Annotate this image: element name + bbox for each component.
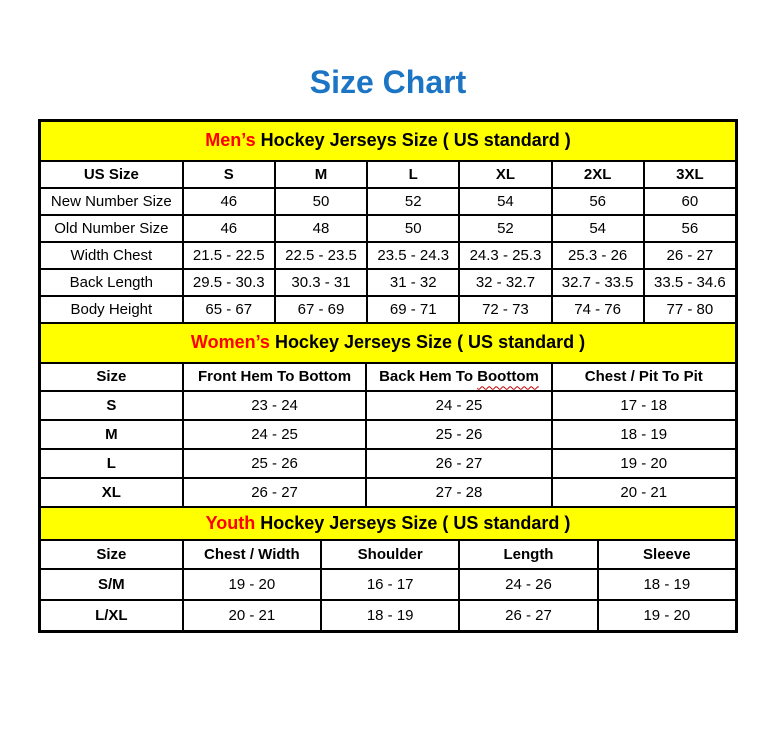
youth-column-header: Length [459,540,597,569]
women-size-cell: 24 - 25 [183,420,367,449]
men-size-cell: 23.5 - 24.3 [367,242,459,269]
women-size-cell: 25 - 26 [366,420,551,449]
women-column-header-prefix: Back Hem To [379,368,478,386]
women-size-cell: 26 - 27 [183,478,367,507]
youth-row-label: L/XL [40,600,183,631]
women-table-row [40,391,736,420]
men-size-cell: 74 - 76 [552,296,644,323]
youth-size-cell: 18 - 19 [321,600,459,631]
size-chart-sheet [38,119,738,633]
women-column-header: Chest / Pit To Pit [552,363,736,391]
youth-column-header-row [40,540,736,569]
youth-section-highlight: Youth [205,512,256,533]
men-size-cell: 50 [367,215,459,242]
men-column-header: L [367,161,459,188]
men-row-label: Old Number Size [40,215,183,242]
page-title: Size Chart [309,64,467,100]
men-size-cell: 32 - 32.7 [459,269,551,296]
women-row-label: M [40,420,183,449]
men-size-cell: 56 [644,215,736,242]
women-size-cell: 20 - 21 [552,478,736,507]
youth-table-row [40,569,736,600]
women-size-cell: 27 - 28 [366,478,551,507]
youth-section-title-rest: Hockey Jerseys Size ( US standard ) [255,512,571,533]
youth-column-header: Chest / Width [183,540,321,569]
youth-size-table [39,506,737,632]
men-row-label: Back Length [40,269,183,296]
women-section-header [40,323,736,363]
youth-column-header: Shoulder [321,540,459,569]
men-column-header: M [275,161,367,188]
women-size-cell: 23 - 24 [183,391,367,420]
women-size-cell: 25 - 26 [183,449,367,478]
men-size-cell: 46 [183,188,275,215]
men-table-row [40,215,736,242]
women-size-cell: 17 - 18 [552,391,736,420]
youth-table-row [40,600,736,631]
men-size-cell: 48 [275,215,367,242]
men-column-header: XL [459,161,551,188]
women-section-highlight: Women’s [190,332,270,353]
youth-row-label: S/M [40,569,183,600]
women-row-label: S [40,391,183,420]
men-size-cell: 29.5 - 30.3 [183,269,275,296]
men-section-highlight: Men’s [205,130,256,151]
women-column-header-row [40,363,736,391]
men-column-header: 2XL [552,161,644,188]
misspelled-word: Boottom [477,368,539,386]
men-size-cell: 52 [459,215,551,242]
men-size-cell: 21.5 - 22.5 [183,242,275,269]
men-size-cell: 77 - 80 [644,296,736,323]
womens-size-table [39,322,737,508]
men-column-header: 3XL [644,161,736,188]
men-size-cell: 54 [552,215,644,242]
men-size-cell: 32.7 - 33.5 [552,269,644,296]
men-size-cell: 69 - 71 [367,296,459,323]
youth-size-cell: 19 - 20 [183,569,321,600]
men-size-cell: 46 [183,215,275,242]
women-table-row [40,478,736,507]
men-size-cell: 52 [367,188,459,215]
men-table-row [40,242,736,269]
men-size-cell: 26 - 27 [644,242,736,269]
men-size-cell: 56 [552,188,644,215]
youth-size-cell: 18 - 19 [598,569,736,600]
men-size-cell: 24.3 - 25.3 [459,242,551,269]
youth-size-cell: 24 - 26 [459,569,597,600]
women-column-header: Front Hem To Bottom [183,363,367,391]
men-table-row [40,188,736,215]
men-row-label: Body Height [40,296,183,323]
youth-size-cell: 16 - 17 [321,569,459,600]
women-table-row [40,420,736,449]
women-column-header [366,363,551,391]
men-section-header [40,121,736,161]
women-size-cell: 19 - 20 [552,449,736,478]
women-row-label: XL [40,478,183,507]
men-column-header: US Size [40,161,183,188]
men-table-row [40,269,736,296]
youth-section-band [40,507,736,540]
men-size-cell: 31 - 32 [367,269,459,296]
women-column-header: Size [40,363,183,391]
men-size-cell: 33.5 - 34.6 [644,269,736,296]
men-size-cell: 67 - 69 [275,296,367,323]
men-size-cell: 22.5 - 23.5 [275,242,367,269]
men-section-title-rest: Hockey Jerseys Size ( US standard ) [255,130,571,151]
men-size-cell: 25.3 - 26 [552,242,644,269]
women-size-cell: 18 - 19 [552,420,736,449]
youth-size-cell: 19 - 20 [598,600,736,631]
women-row-label: L [40,449,183,478]
women-table-row [40,449,736,478]
youth-column-header: Sleeve [598,540,736,569]
men-table-row [40,296,736,323]
men-row-label: New Number Size [40,188,183,215]
men-section-band [40,121,736,161]
men-size-cell: 72 - 73 [459,296,551,323]
youth-column-header: Size [40,540,183,569]
women-size-cell: 24 - 25 [366,391,551,420]
youth-size-cell: 26 - 27 [459,600,597,631]
men-size-cell: 50 [275,188,367,215]
women-size-cell: 26 - 27 [366,449,551,478]
men-size-cell: 60 [644,188,736,215]
men-column-header-row [40,161,736,188]
women-section-title-rest: Hockey Jerseys Size ( US standard ) [269,332,586,353]
men-size-cell: 30.3 - 31 [275,269,367,296]
men-row-label: Width Chest [40,242,183,269]
mens-size-table [39,120,737,324]
women-section-band [40,323,736,363]
men-size-cell: 54 [459,188,551,215]
men-size-cell: 65 - 67 [183,296,275,323]
youth-section-header [40,507,736,540]
youth-size-cell: 20 - 21 [183,600,321,631]
men-column-header: S [183,161,275,188]
